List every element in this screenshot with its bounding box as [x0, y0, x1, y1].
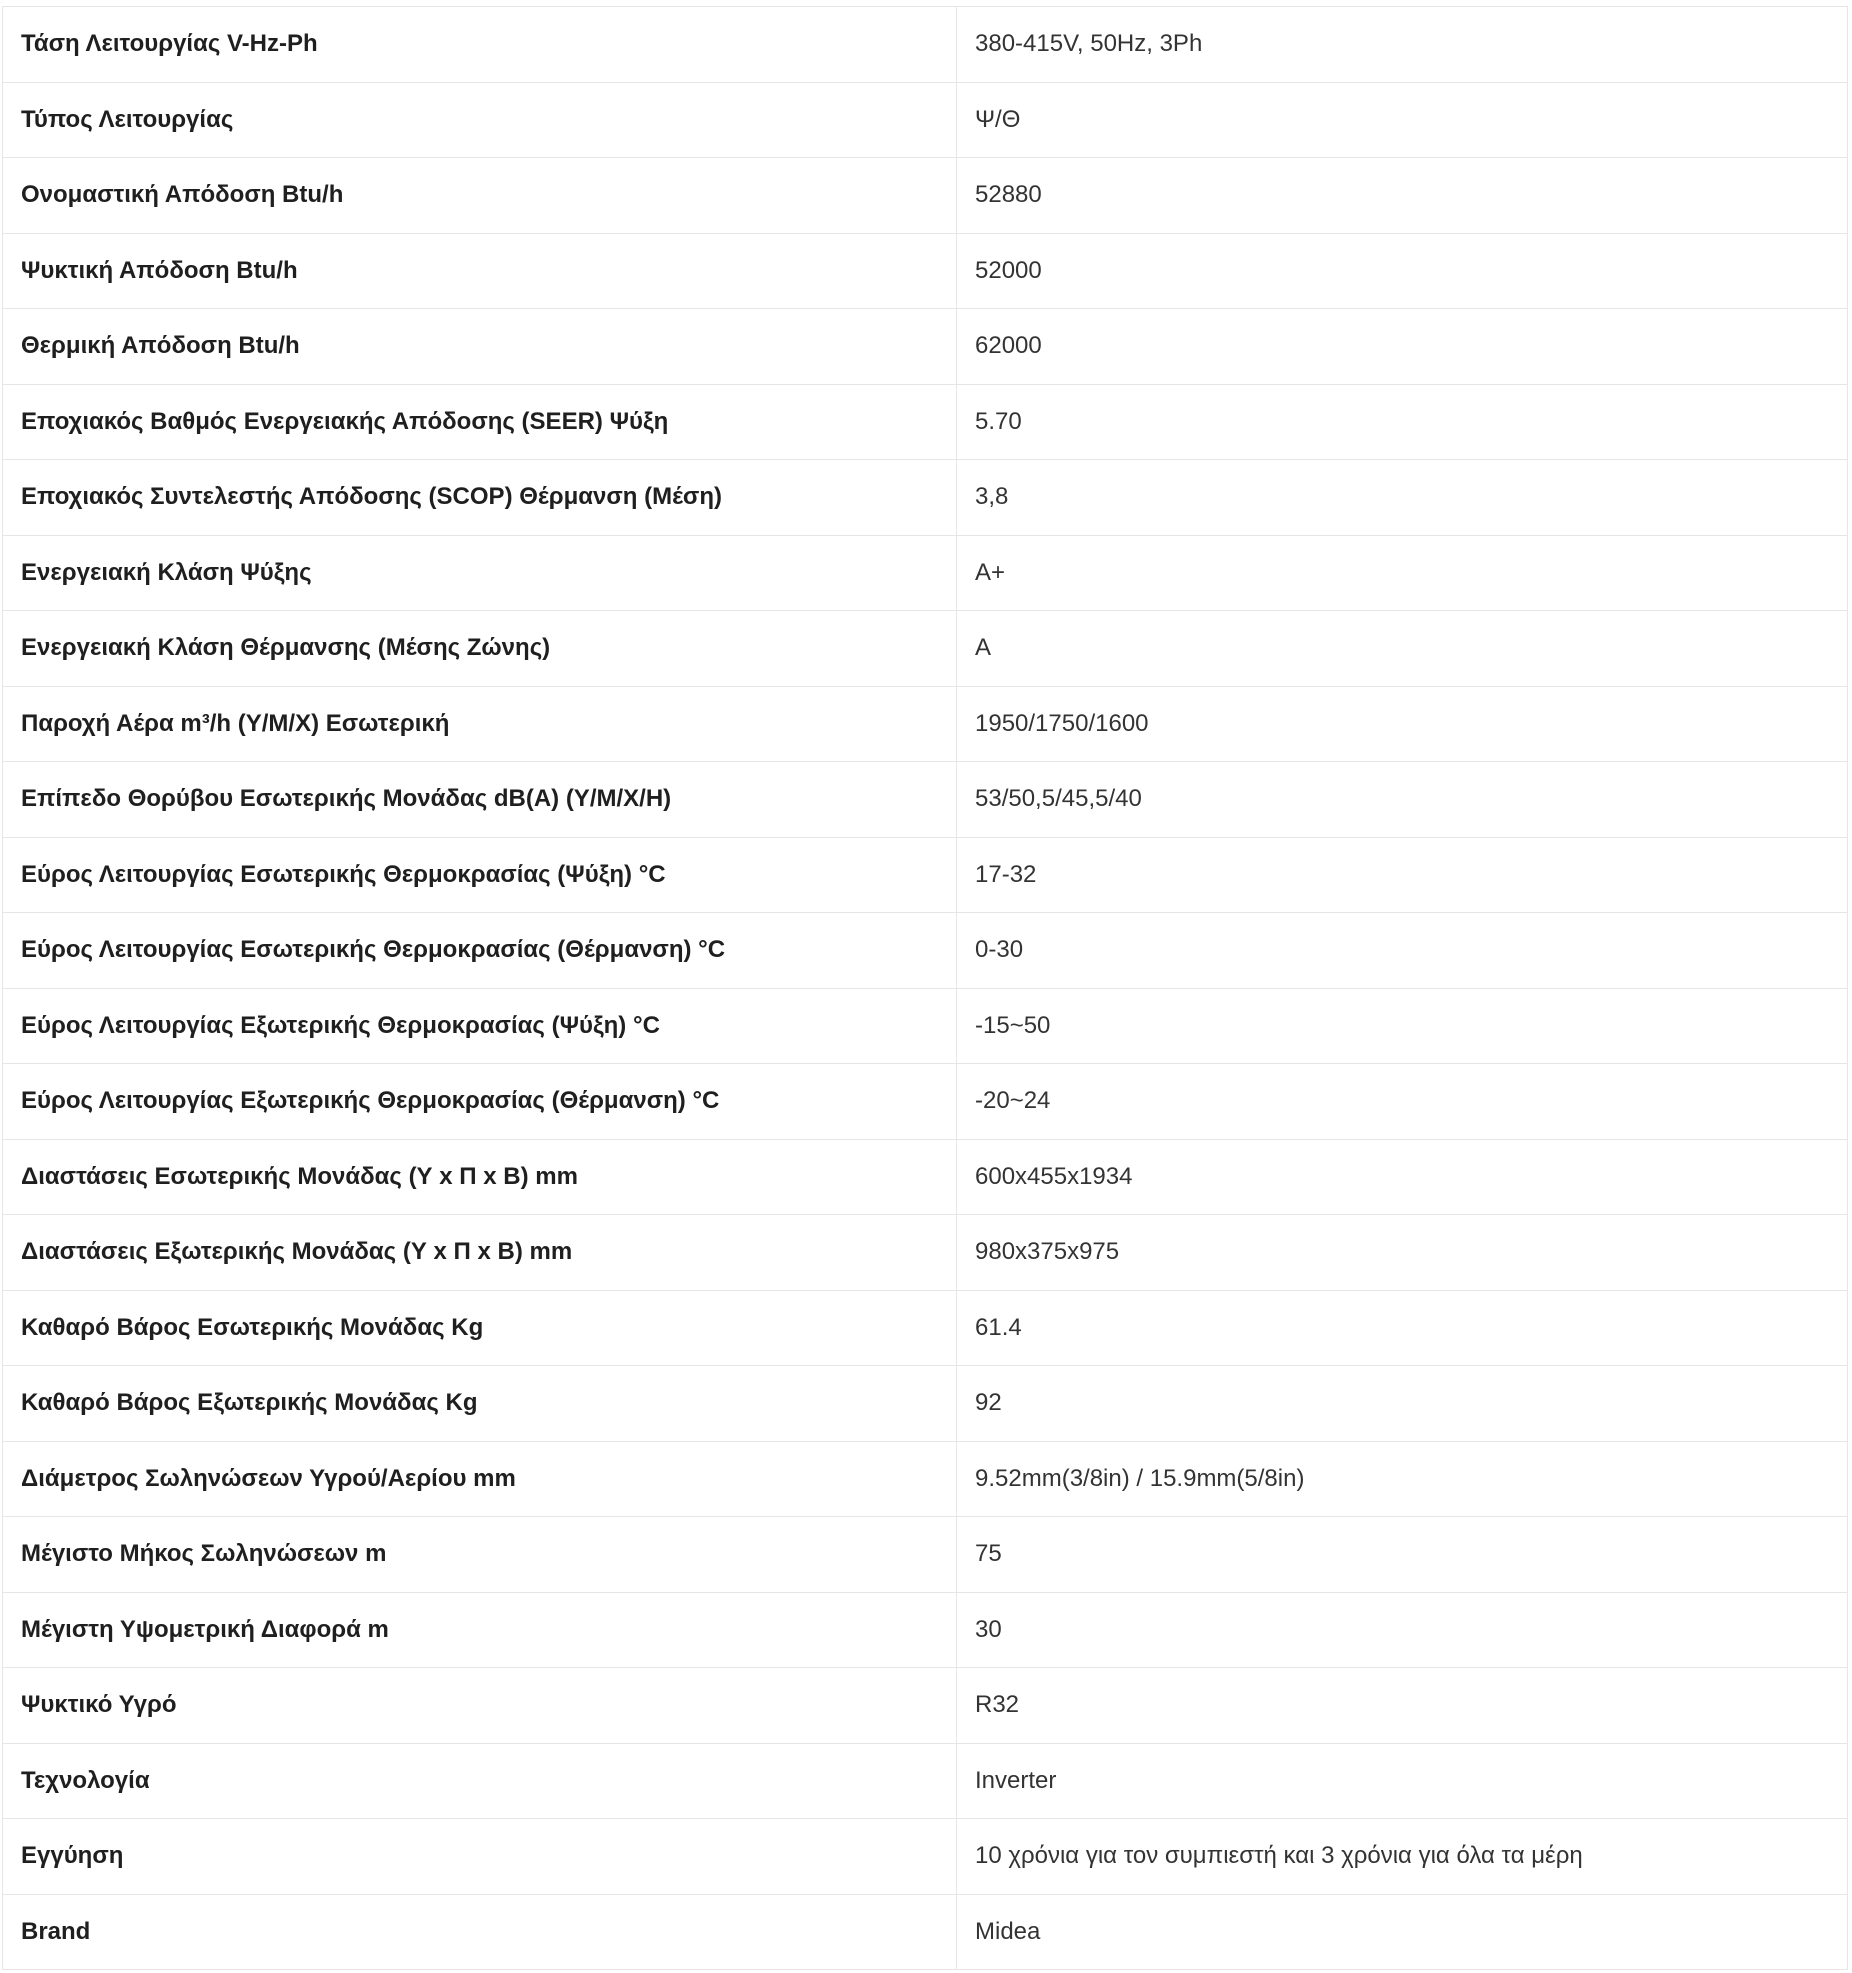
spec-value: Ψ/Θ: [957, 82, 1848, 158]
spec-label: Εύρος Λειτουργίας Εσωτερικής Θερμοκρασίας (Θέρμανση) °C: [3, 913, 957, 989]
spec-value: 380-415V, 50Hz, 3Ph: [957, 7, 1848, 83]
spec-value: -20~24: [957, 1064, 1848, 1140]
spec-row: [3, 1366, 1848, 1442]
spec-value: 61.4: [957, 1290, 1848, 1366]
spec-value: 53/50,5/45,5/40: [957, 762, 1848, 838]
spec-label: Ενεργειακή Κλάση Ψύξης: [3, 535, 957, 611]
spec-row: [3, 1064, 1848, 1140]
spec-label: Καθαρό Βάρος Εσωτερικής Μονάδας Kg: [3, 1290, 957, 1366]
spec-value: 0-30: [957, 913, 1848, 989]
spec-row: [3, 460, 1848, 536]
spec-row: [3, 913, 1848, 989]
spec-value: 52000: [957, 233, 1848, 309]
spec-value: Inverter: [957, 1743, 1848, 1819]
spec-label: Μέγιστο Μήκος Σωληνώσεων m: [3, 1517, 957, 1593]
spec-value: R32: [957, 1668, 1848, 1744]
spec-label: Διαστάσεις Εσωτερικής Μονάδας (Υ x Π x Β) mm: [3, 1139, 957, 1215]
spec-value: A: [957, 611, 1848, 687]
spec-value: 17-32: [957, 837, 1848, 913]
spec-label: Εύρος Λειτουργίας Εξωτερικής Θερμοκρασίας (Θέρμανση) °C: [3, 1064, 957, 1140]
spec-value: -15~50: [957, 988, 1848, 1064]
spec-row: [3, 7, 1848, 83]
spec-row: [3, 158, 1848, 234]
spec-value: 9.52mm(3/8in) / 15.9mm(5/8in): [957, 1441, 1848, 1517]
spec-label: Ονομαστική Απόδοση Btu/h: [3, 158, 957, 234]
spec-value: 92: [957, 1366, 1848, 1442]
spec-label: Εύρος Λειτουργίας Εσωτερικής Θερμοκρασίας (Ψύξη) °C: [3, 837, 957, 913]
spec-label: Μέγιστη Υψομετρική Διαφορά m: [3, 1592, 957, 1668]
spec-row: [3, 82, 1848, 158]
spec-row: [3, 1894, 1848, 1970]
spec-label: Εγγύηση: [3, 1819, 957, 1895]
spec-label: Διάμετρος Σωληνώσεων Υγρού/Αερίου mm: [3, 1441, 957, 1517]
spec-row: [3, 1441, 1848, 1517]
spec-row: [3, 837, 1848, 913]
spec-value: 5.70: [957, 384, 1848, 460]
spec-value: 980x375x975: [957, 1215, 1848, 1291]
spec-label: Παροχή Αέρα m³/h (Υ/Μ/Χ) Εσωτερική: [3, 686, 957, 762]
spec-row: [3, 762, 1848, 838]
spec-label: Θερμική Απόδοση Btu/h: [3, 309, 957, 385]
spec-label: Brand: [3, 1894, 957, 1970]
spec-row: [3, 233, 1848, 309]
spec-value: A+: [957, 535, 1848, 611]
spec-row: [3, 1668, 1848, 1744]
spec-row: [3, 309, 1848, 385]
spec-row: [3, 1139, 1848, 1215]
spec-value: Midea: [957, 1894, 1848, 1970]
spec-row: [3, 535, 1848, 611]
spec-label: Εποχιακός Συντελεστής Απόδοσης (SCOP) Θέρμανση (Μέση): [3, 460, 957, 536]
spec-label: Τεχνολογία: [3, 1743, 957, 1819]
spec-row: [3, 384, 1848, 460]
spec-row: [3, 1215, 1848, 1291]
spec-row: [3, 611, 1848, 687]
spec-value: 75: [957, 1517, 1848, 1593]
spec-value: 10 χρόνια για τον συμπιεστή και 3 χρόνια για όλα τα μέρη: [957, 1819, 1848, 1895]
spec-row: [3, 1819, 1848, 1895]
spec-row: [3, 988, 1848, 1064]
spec-label: Ψυκτικό Υγρό: [3, 1668, 957, 1744]
spec-label: Καθαρό Βάρος Εξωτερικής Μονάδας Kg: [3, 1366, 957, 1442]
spec-label: Εύρος Λειτουργίας Εξωτερικής Θερμοκρασίας (Ψύξη) °C: [3, 988, 957, 1064]
spec-value: 62000: [957, 309, 1848, 385]
specifications-body: [3, 7, 1848, 1970]
spec-value: 3,8: [957, 460, 1848, 536]
spec-value: 1950/1750/1600: [957, 686, 1848, 762]
spec-label: Ενεργειακή Κλάση Θέρμανσης (Μέσης Ζώνης): [3, 611, 957, 687]
spec-row: [3, 686, 1848, 762]
spec-row: [3, 1290, 1848, 1366]
spec-row: [3, 1743, 1848, 1819]
spec-row: [3, 1592, 1848, 1668]
spec-value: 600x455x1934: [957, 1139, 1848, 1215]
spec-label: Εποχιακός Βαθμός Ενεργειακής Απόδοσης (SEER) Ψύξη: [3, 384, 957, 460]
spec-label: Ψυκτική Απόδοση Btu/h: [3, 233, 957, 309]
spec-value: 52880: [957, 158, 1848, 234]
spec-label: Διαστάσεις Εξωτερικής Μονάδας (Υ x Π x Β) mm: [3, 1215, 957, 1291]
spec-row: [3, 1517, 1848, 1593]
spec-label: Επίπεδο Θορύβου Εσωτερικής Μονάδας dB(A) (Υ/Μ/Χ/Η): [3, 762, 957, 838]
spec-label: Τάση Λειτουργίας V-Hz-Ph: [3, 7, 957, 83]
spec-label: Τύπος Λειτουργίας: [3, 82, 957, 158]
spec-value: 30: [957, 1592, 1848, 1668]
specifications-table: [2, 6, 1848, 1970]
